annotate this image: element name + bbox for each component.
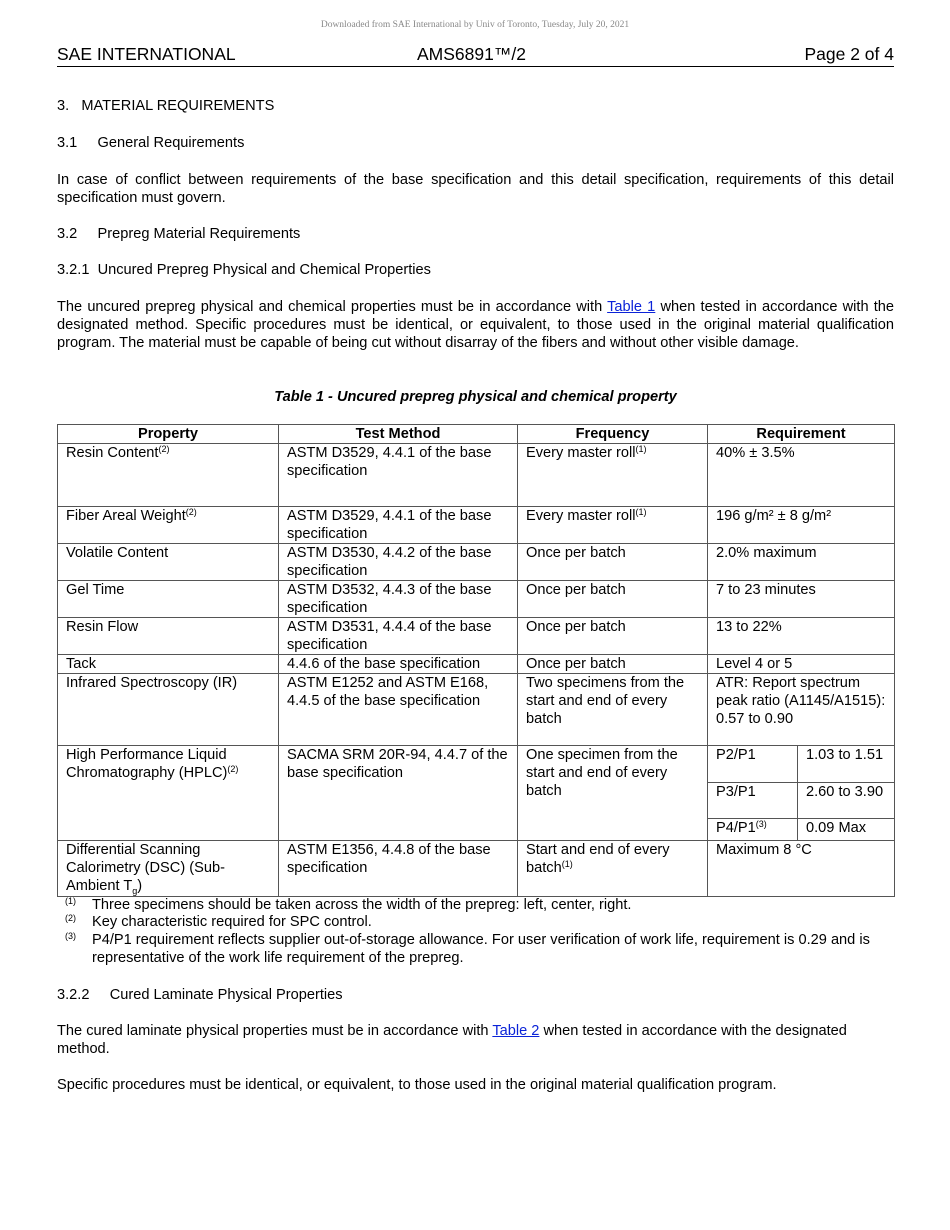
frequency-cell: Once per batch xyxy=(518,618,708,655)
text: The uncured prepreg physical and chemical properties must be in accordance with xyxy=(57,299,608,315)
table-header-row xyxy=(58,425,895,444)
method-cell: SACMA SRM 20R-94, 4.4.7 of the base specification xyxy=(279,746,518,841)
section-3-2-2-paragraph xyxy=(57,1022,894,1058)
table-row xyxy=(58,618,895,655)
ratio-cell: P2/P1 xyxy=(708,746,798,783)
property-cell: Resin Flow xyxy=(58,618,279,655)
ratio-value-cell: 1.03 to 1.51 xyxy=(798,746,895,783)
frequency-cell xyxy=(518,841,708,897)
text: High Performance Liquid Chromatography (HPLC) xyxy=(66,747,228,781)
frequency-cell: Once per batch xyxy=(518,581,708,618)
property-cell xyxy=(58,841,279,897)
text: Differential Scanning Calorimetry (DSC) (Sub-Ambient T xyxy=(66,842,225,894)
text: Fiber Areal Weight xyxy=(66,508,186,524)
column-header: Requirement xyxy=(708,425,895,444)
requirement-cell: 13 to 22% xyxy=(708,618,895,655)
method-cell: 4.4.6 of the base specification xyxy=(279,655,518,674)
footnote-ref: (2) xyxy=(158,444,170,454)
header-doc-id: AMS6891™/2 xyxy=(417,44,526,64)
footnote-text: P4/P1 requirement reflects supplier out-of-storage allowance. For user verification of work life, requirement is 0.29 and is representative of the work life requirement of the prepreg. xyxy=(92,932,870,966)
ratio-value-cell: 2.60 to 3.90 xyxy=(798,783,895,819)
table-row xyxy=(58,841,895,897)
download-notice: Downloaded from SAE International by Univ of Toronto, Tuesday, July 20, 2021 xyxy=(320,20,630,30)
section-3-1-paragraph: In case of conflict between requirements of the base specification and this detail specification, requirements of this detail specification must govern. xyxy=(57,172,894,206)
text: Every master roll xyxy=(526,508,636,524)
section-3-1-heading: 3.1 General Requirements xyxy=(57,135,245,151)
property-cell: Volatile Content xyxy=(58,544,279,581)
method-cell: ASTM E1252 and ASTM E168, 4.4.5 of the base specification xyxy=(279,674,518,746)
requirement-cell: ATR: Report spectrum peak ratio (A1145/A1515): 0.57 to 0.90 xyxy=(708,674,895,746)
table-row xyxy=(58,674,895,746)
property-cell: Tack xyxy=(58,655,279,674)
footnote-ref: (2) xyxy=(185,507,197,517)
table-1-link[interactable]: Table 1 xyxy=(607,299,656,315)
section-3-2-2-heading: 3.2.2 Cured Laminate Physical Properties xyxy=(57,987,343,1003)
ratio-cell xyxy=(708,819,798,841)
header-page-number: Page 2 of 4 xyxy=(804,44,894,64)
requirement-cell: 2.0% maximum xyxy=(708,544,895,581)
footnote-ref: (1) xyxy=(635,444,647,454)
frequency-cell: Two specimens from the start and end of every batch xyxy=(518,674,708,746)
column-header: Test Method xyxy=(279,425,518,444)
frequency-cell: Once per batch xyxy=(518,544,708,581)
page-header xyxy=(57,44,894,67)
method-cell: ASTM D3530, 4.4.2 of the base specification xyxy=(279,544,518,581)
method-cell: ASTM D3529, 4.4.1 of the base specification xyxy=(279,444,518,507)
property-cell xyxy=(58,746,279,841)
requirement-cell: 40% ± 3.5% xyxy=(708,444,895,507)
frequency-cell xyxy=(518,444,708,507)
text: when tested in accordance with the designated method. Specific procedures must be identical, or equivalent, to those used in the original material qualification program. The material must be capable of being cut without disarray of the fibers and without other visible damage. xyxy=(57,299,895,351)
footnote xyxy=(57,896,894,914)
table-row xyxy=(58,655,895,674)
table-row xyxy=(58,507,895,544)
column-header: Property xyxy=(58,425,279,444)
table-row xyxy=(58,581,895,618)
property-cell xyxy=(58,507,279,544)
text: P4/P1 xyxy=(716,820,756,836)
text: ) xyxy=(137,878,143,894)
method-cell: ASTM D3529, 4.4.1 of the base specification xyxy=(279,507,518,544)
table-1-caption: Table 1 - Uncured prepreg physical and chemical property xyxy=(274,389,677,405)
text: Every master roll xyxy=(526,445,636,461)
text: Resin Content xyxy=(66,445,159,461)
text: Start and end of every batch xyxy=(526,842,670,876)
section-3-2-1-heading: 3.2.1 Uncured Prepreg Physical and Chemical Properties xyxy=(57,262,431,278)
table-1 xyxy=(57,424,895,897)
text: The cured laminate physical properties must be in accordance with xyxy=(57,1023,493,1039)
footnote-ref: (1) xyxy=(635,507,647,517)
subscript: g xyxy=(132,885,138,896)
table-2-link[interactable]: Table 2 xyxy=(492,1023,540,1039)
property-cell: Infrared Spectroscopy (IR) xyxy=(58,674,279,746)
table-row xyxy=(58,444,895,507)
footnote-text: Three specimens should be taken across the width of the prepreg: left, center, right. xyxy=(92,897,632,913)
header-org: SAE INTERNATIONAL xyxy=(57,44,236,64)
method-cell: ASTM D3532, 4.4.3 of the base specification xyxy=(279,581,518,618)
frequency-cell xyxy=(518,507,708,544)
requirement-cell: Level 4 or 5 xyxy=(708,655,895,674)
section-3-2-1-paragraph xyxy=(57,298,894,352)
footnote xyxy=(57,913,894,931)
footnote-text: Key characteristic required for SPC control. xyxy=(92,914,372,930)
requirement-cell: 7 to 23 minutes xyxy=(708,581,895,618)
table-row xyxy=(58,544,895,581)
footnote-ref: (3) xyxy=(755,819,767,829)
table-row xyxy=(58,746,895,783)
method-cell: ASTM E1356, 4.4.8 of the base specification xyxy=(279,841,518,897)
section-3-2-2-paragraph-2: Specific procedures must be identical, or equivalent, to those used in the original material qualification program. xyxy=(57,1077,777,1093)
method-cell: ASTM D3531, 4.4.4 of the base specification xyxy=(279,618,518,655)
footnote-ref: (2) xyxy=(227,764,239,774)
column-header: Frequency xyxy=(518,425,708,444)
ratio-cell: P3/P1 xyxy=(708,783,798,819)
section-3-2-heading: 3.2 Prepreg Material Requirements xyxy=(57,226,301,242)
requirement-cell: Maximum 8 °C xyxy=(708,841,895,897)
footnote-ref: (1) xyxy=(561,859,573,869)
frequency-cell: Once per batch xyxy=(518,655,708,674)
property-cell xyxy=(58,444,279,507)
ratio-value-cell: 0.09 Max xyxy=(798,819,895,841)
property-cell: Gel Time xyxy=(58,581,279,618)
footnote-mark: (3) xyxy=(65,931,76,941)
requirement-cell: 196 g/m² ± 8 g/m² xyxy=(708,507,895,544)
frequency-cell: One specimen from the start and end of every batch xyxy=(518,746,708,841)
section-3-heading: 3. MATERIAL REQUIREMENTS xyxy=(57,98,275,114)
footnote xyxy=(57,931,894,967)
text: when tested in accordance with the designated method. xyxy=(57,1023,847,1057)
footnote-mark: (2) xyxy=(65,913,76,923)
footnote-mark: (1) xyxy=(65,896,76,906)
